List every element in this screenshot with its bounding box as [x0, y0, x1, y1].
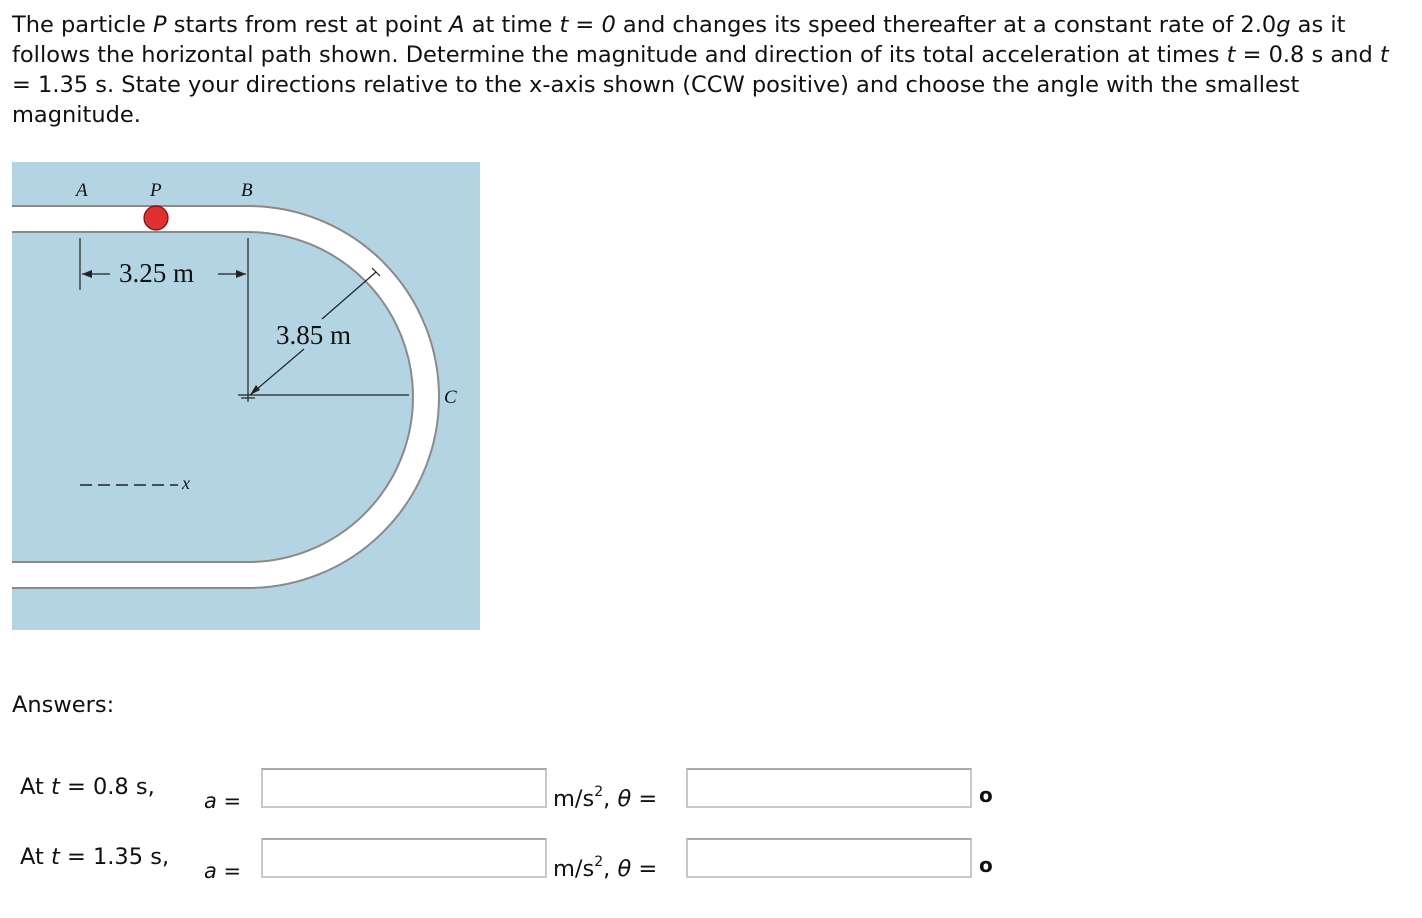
row-2-theta: θ — [617, 856, 632, 882]
row-1-suffix: = 0.8 s, — [59, 774, 155, 800]
row-1-units: m/s — [553, 786, 595, 812]
row-2-units-exp: 2 — [594, 853, 604, 870]
dimension-straight-label: 3.25 m — [119, 258, 195, 288]
var-g: g — [1276, 12, 1291, 38]
var-t: t — [559, 12, 569, 38]
problem-text-2: starts from rest at point — [166, 12, 450, 38]
path-diagram — [12, 162, 480, 630]
path-figure — [12, 162, 480, 630]
label-a: A — [76, 180, 88, 201]
row-2-acceleration-input[interactable] — [261, 838, 547, 878]
row-1-time-label — [20, 772, 155, 802]
row-2-units-label — [553, 854, 657, 884]
problem-statement — [12, 10, 1412, 130]
row-1-a-eq: = — [216, 789, 242, 813]
problem-text-7: = 0.8 s and — [1235, 42, 1380, 68]
row-2-theta-sep: , — [603, 856, 618, 882]
problem-text-4: = — [568, 12, 602, 38]
answer-row-2 — [0, 838, 1422, 898]
problem-text-8: = 1.35 s. State your directions relative to the x-axis shown (CCW positive) and choose the angle with the smallest magnitude. — [12, 72, 1300, 128]
row-2-suffix: = 1.35 s, — [59, 844, 170, 870]
row-2-a-var: a — [204, 859, 217, 883]
label-p: P — [150, 180, 162, 201]
zero-value: 0 — [601, 12, 616, 38]
row-1-prefix: At — [20, 774, 51, 800]
row-2-a-eq: = — [216, 859, 242, 883]
var-t: t — [1379, 42, 1389, 68]
var-t: t — [1226, 42, 1236, 68]
answer-row-1 — [0, 768, 1422, 828]
row-1-theta-eq: = — [631, 786, 658, 812]
var-P: P — [153, 12, 167, 38]
row-1-degree-symbol: o — [979, 783, 993, 807]
row-1-var-t: t — [50, 774, 60, 800]
problem-text-6: as it follows the horizontal path shown. Determine the magnitude and direction of its total acceleration at times — [12, 12, 1346, 68]
row-2-angle-input[interactable] — [686, 838, 972, 878]
answers-heading: Answers: — [12, 692, 115, 718]
row-2-var-t: t — [50, 844, 60, 870]
problem-text-5: and changes its speed thereafter at a constant rate of 2.0 — [615, 12, 1277, 38]
problem-text-3: at time — [464, 12, 560, 38]
row-1-units-label — [553, 784, 657, 814]
row-1-acceleration-input[interactable] — [261, 768, 547, 808]
problem-text-1: The particle — [12, 12, 154, 38]
row-1-angle-input[interactable] — [686, 768, 972, 808]
row-1-units-exp: 2 — [594, 783, 604, 800]
row-2-theta-eq: = — [631, 856, 658, 882]
label-x: x — [182, 473, 190, 493]
row-2-time-label — [20, 842, 169, 872]
var-A: A — [449, 12, 465, 38]
row-1-a-label — [204, 786, 241, 816]
row-2-prefix: At — [20, 844, 51, 870]
dimension-radius-label: 3.85 m — [276, 320, 352, 350]
row-2-degree-symbol: o — [979, 853, 993, 877]
label-b: B — [241, 180, 253, 201]
row-2-units: m/s — [553, 856, 595, 882]
row-1-theta-sep: , — [603, 786, 618, 812]
row-1-a-var: a — [204, 789, 217, 813]
label-c: C — [444, 387, 457, 408]
particle-p — [144, 206, 168, 230]
row-2-a-label — [204, 856, 241, 886]
row-1-theta: θ — [617, 786, 632, 812]
